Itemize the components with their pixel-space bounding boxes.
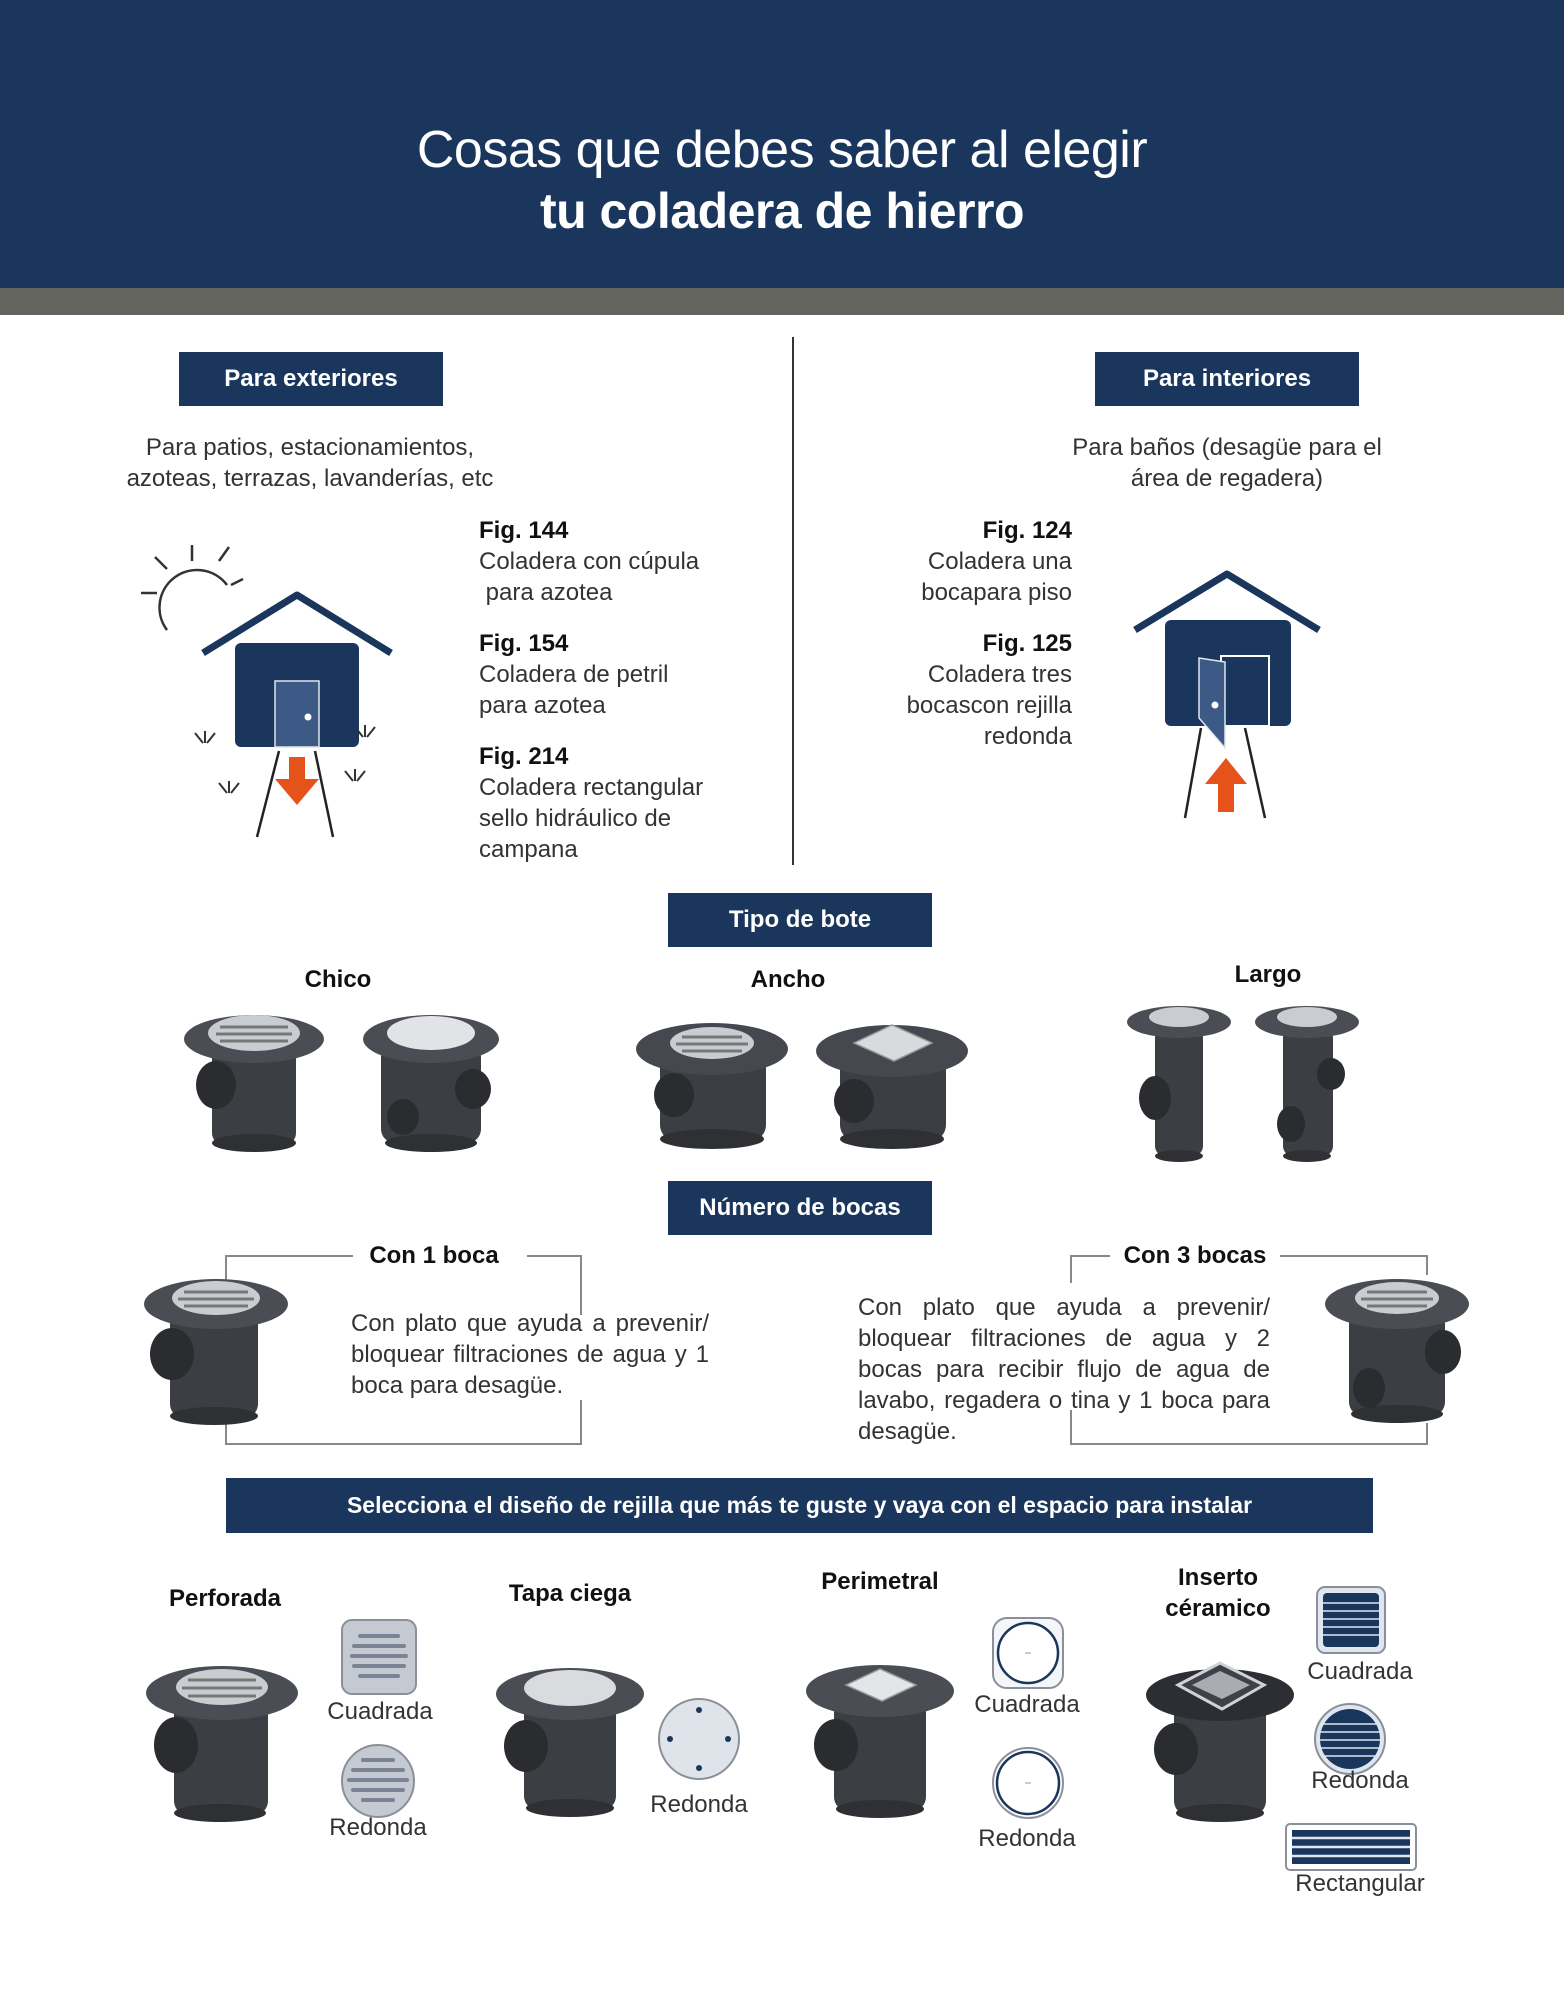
tapa-ciega-opt-redonda: Redonda — [650, 1791, 748, 1818]
bocas-1-title: Con 1 boca — [369, 1242, 499, 1269]
interior-description-line2: área de regadera) — [1130, 465, 1324, 492]
perimetral-opt-cuadrada: Cuadrada — [974, 1691, 1080, 1718]
fig-number: Fig. 154 — [479, 630, 569, 657]
fig-desc: Coladera una — [927, 548, 1072, 575]
fig-154-block — [479, 628, 769, 721]
section-divider — [792, 337, 794, 865]
product-largo-3bocas — [1255, 1002, 1365, 1162]
fig-desc: Coladera con cúpula — [479, 548, 700, 575]
perimetral-opt-redonda: Redonda — [978, 1825, 1076, 1852]
fig-desc: Coladera tres — [927, 661, 1072, 688]
product-ancho-cuadrada — [810, 1015, 970, 1155]
fig-124-block — [800, 515, 1072, 608]
product-perimetral — [800, 1655, 960, 1820]
grate-round-ceramic-icon — [1313, 1702, 1387, 1776]
rejilla-banner: Selecciona el diseño de rejilla que más te guste y vaya con el espacio para instalar — [226, 1478, 1373, 1533]
fig-number: Fig. 125 — [982, 630, 1072, 657]
fig-desc: redonda — [983, 723, 1072, 750]
inserto-title-line2: céramico — [1165, 1595, 1271, 1622]
door-icon — [275, 681, 319, 747]
fig-number: Fig. 214 — [479, 743, 569, 770]
page-title-line1: Cosas que debes saber al elegir — [416, 121, 1148, 179]
fig-desc: bocapara piso — [921, 579, 1072, 606]
inserto-opt-redonda: Redonda — [1311, 1767, 1409, 1794]
inserto-opt-cuadrada: Cuadrada — [1307, 1658, 1413, 1685]
grate-square-ceramic-icon — [1315, 1585, 1387, 1655]
exterior-description-line2: azoteas, terrazas, lavanderías, etc — [126, 465, 494, 492]
grate-square-perimetral-icon — [991, 1616, 1065, 1690]
fig-125-block — [800, 628, 1072, 752]
fig-144-block — [479, 515, 769, 608]
fig-desc: para azotea — [479, 692, 606, 719]
grate-rectangular-ceramic-icon — [1284, 1822, 1418, 1872]
door-icon — [1199, 656, 1269, 748]
bote-ancho-label: Ancho — [750, 966, 826, 993]
exterior-description-line1: Para patios, estacionamientos, — [145, 434, 475, 461]
interior-description-line1: Para baños (desagüe para el — [1072, 434, 1382, 461]
bocas-3-text: Con plato que ayuda a prevenir/ bloquear filtraciones de agua y 2 bocas para recibir flujo de agua de lavabo, regadera o tina y 1 boca para desagüe. — [858, 1294, 1270, 1445]
inserto-opt-rectangular: Rectangular — [1295, 1870, 1425, 1897]
inserto-title-line1: Inserto — [1177, 1564, 1258, 1591]
arrow-down-icon — [275, 757, 319, 805]
product-1-boca — [140, 1268, 300, 1428]
grate-round-perforated-icon — [339, 1742, 417, 1820]
rejilla-tapa-ciega-title: Tapa ciega — [508, 1580, 632, 1607]
fig-desc: bocascon rejilla — [906, 692, 1072, 719]
tag-para-interiores: Para interiores — [1095, 352, 1359, 406]
fig-desc: Coladera rectangular — [479, 774, 704, 801]
fig-desc: campana — [479, 836, 578, 863]
grate-round-blind-icon — [656, 1696, 742, 1782]
fig-desc: para azotea — [479, 579, 613, 606]
fig-number: Fig. 144 — [479, 517, 569, 544]
product-chico-perforada — [180, 1005, 330, 1155]
product-3-bocas — [1315, 1270, 1475, 1430]
sun-icon — [141, 545, 243, 630]
bocas-1-text: Con plato que ayuda a prevenir/ bloquear filtraciones de agua y 1 boca para desagüe. — [351, 1310, 709, 1399]
rejilla-perimetral-title: Perimetral — [821, 1568, 939, 1595]
tag-para-exteriores: Para exteriores — [179, 352, 443, 406]
bocas-3-title: Con 3 bocas — [1123, 1242, 1267, 1269]
tag-tipo-de-bote: Tipo de bote — [668, 893, 932, 947]
fig-number: Fig. 124 — [982, 517, 1072, 544]
header-strip — [0, 288, 1564, 315]
product-perforada — [140, 1655, 310, 1825]
interior-description — [1027, 432, 1427, 494]
exterior-illustration — [135, 535, 400, 840]
product-chico-ciega — [355, 1005, 505, 1155]
fig-desc: sello hidráulico de — [479, 805, 672, 832]
grate-round-perimetral-icon — [991, 1746, 1065, 1820]
fig-214-block — [479, 741, 769, 865]
bote-chico-label: Chico — [304, 966, 372, 993]
rejilla-perforada-title: Perforada — [168, 1585, 282, 1612]
tag-numero-de-bocas: Número de bocas — [668, 1181, 932, 1235]
arrow-up-icon — [1205, 758, 1247, 812]
grate-square-perforated-icon — [340, 1618, 418, 1696]
exterior-description — [110, 432, 510, 494]
page-title-line2: tu coladera de hierro — [539, 183, 1025, 239]
interior-illustration — [1125, 568, 1330, 828]
bote-largo-label: Largo — [1234, 961, 1302, 988]
product-largo-redonda — [1125, 1002, 1235, 1162]
rejilla-inserto-title — [1138, 1562, 1298, 1624]
fig-desc: Coladera de petril — [479, 661, 669, 688]
product-inserto — [1140, 1655, 1300, 1825]
product-ancho-redonda — [630, 1015, 790, 1155]
perforada-opt-cuadrada: Cuadrada — [327, 1698, 433, 1725]
perforada-opt-redonda: Redonda — [329, 1814, 427, 1841]
product-tapa-ciega — [490, 1658, 650, 1818]
